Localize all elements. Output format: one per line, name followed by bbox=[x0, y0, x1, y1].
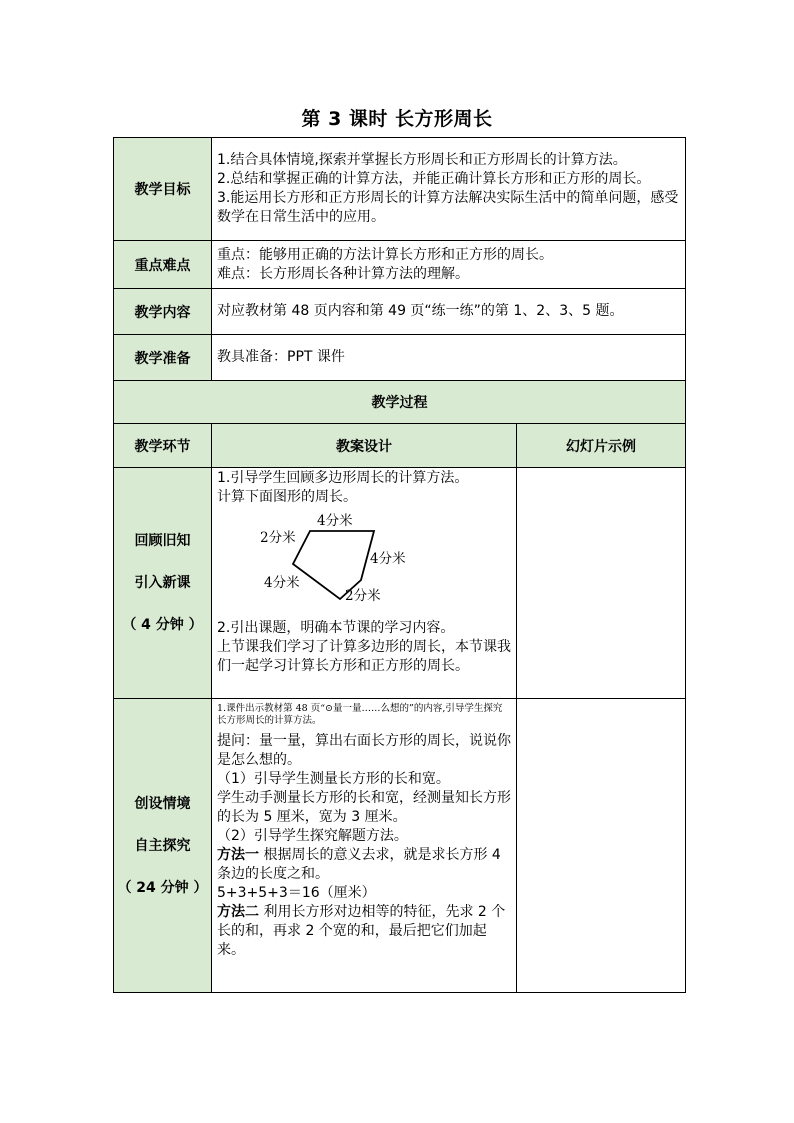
side-label-top: 4分米 bbox=[317, 513, 353, 529]
side-label-bottom: 2分米 bbox=[345, 588, 381, 604]
prep-text: 教具准备：PPT 课件 bbox=[212, 335, 686, 381]
process-heading: 教学过程 bbox=[114, 381, 686, 424]
process-section-row bbox=[114, 381, 686, 424]
goal-item: 1.结合具体情境,探索并掌握长方形周长和正方形周长的计算方法。 bbox=[217, 152, 627, 168]
stage2-line: （2）引导学生探究解题方法。 bbox=[217, 828, 408, 844]
content-text: 对应教材第 48 页内容和第 49 页“练一练”的第 1、2、3、5 题。 bbox=[212, 289, 686, 335]
stage1-design bbox=[212, 468, 517, 699]
stage2-label-line: （ 24 分钟 ） bbox=[117, 879, 208, 896]
goals-row bbox=[114, 138, 686, 241]
stage2-line: 提问：量一量，算出右面长方形的周长，说说你是怎么想的。 bbox=[217, 733, 511, 768]
stage1-para: 1.引导学生回顾多边形周长的计算方法。 bbox=[217, 470, 469, 486]
textbook-note: 1.课件出示教材第 48 页“⊙量一量……么想的”的内容,引导学生探究长方形周长的计算方法。 bbox=[217, 703, 503, 726]
stage2-row bbox=[114, 699, 686, 993]
header-design: 教案设计 bbox=[212, 424, 517, 468]
prep-row bbox=[114, 335, 686, 381]
content-row bbox=[114, 289, 686, 335]
content-label: 教学内容 bbox=[114, 289, 212, 335]
stage1-row bbox=[114, 468, 686, 699]
prep-label: 教学准备 bbox=[114, 335, 212, 381]
side-label-lower-left: 4分米 bbox=[264, 575, 300, 591]
lesson-plan-table bbox=[113, 137, 686, 993]
stage2-label-line: 创设情境 bbox=[134, 795, 191, 812]
keypoint-item: 难点：长方形周长各种计算方法的理解。 bbox=[217, 265, 469, 282]
stage1-label-line: 回顾旧知 bbox=[134, 533, 191, 549]
stage2-line: （1）引导学生测量长方形的长和宽。 bbox=[217, 771, 450, 787]
stage1-para: 上节课我们学习了计算多边形的周长，本节课我们一起学习计算长方形和正方形的周长。 bbox=[217, 639, 511, 674]
goals-content bbox=[212, 138, 686, 241]
goals-label: 教学目标 bbox=[114, 138, 212, 241]
polygon-figure bbox=[217, 509, 511, 619]
formula: 5+3+5+3＝16（厘米） bbox=[217, 885, 376, 901]
page-title: 第 3 课时 长方形周长 bbox=[301, 108, 493, 130]
stage2-slides bbox=[517, 699, 686, 993]
method2-label: 方法二 bbox=[217, 904, 259, 920]
goal-item: 3.能运用长方形和正方形周长的计算方法解决实际生活中的简单问题，感受数学在日常生活中的应用。 bbox=[217, 190, 679, 225]
method1-text: 根据周长的意义去求，就是求长方形 4 条边的长度之和。 bbox=[217, 847, 501, 882]
side-label-upper-left: 2分米 bbox=[260, 530, 296, 546]
goal-item: 2.总结和掌握正确的计算方法，并能正确计算长方形和正方形的周长。 bbox=[217, 171, 651, 187]
stage1-para: 计算下面图形的周长。 bbox=[217, 489, 357, 505]
stage2-design bbox=[212, 699, 517, 993]
header-slides: 幻灯片示例 bbox=[517, 424, 686, 468]
stage1-label-line: （ 4 分钟 ） bbox=[122, 617, 203, 633]
stage2-label bbox=[114, 699, 212, 993]
method2 bbox=[217, 903, 511, 960]
keypoint-item: 重点：能够用正确的方法计算长方形和正方形的周长。 bbox=[217, 246, 553, 263]
stage1-label bbox=[114, 468, 212, 699]
keypoints-row bbox=[114, 241, 686, 289]
keypoints-label: 重点难点 bbox=[114, 241, 212, 289]
stage1-label-line: 引入新课 bbox=[134, 575, 191, 591]
stage2-line: 学生动手测量长方形的长和宽，经测量知长方形的长为 5 厘米，宽为 3 厘米。 bbox=[217, 790, 511, 825]
method2-text: 利用长方形对边相等的特征，先求 2 个长的和，再求 2 个宽的和，最后把它们加起来。 bbox=[217, 904, 506, 958]
stage2-label-line: 自主探究 bbox=[134, 837, 191, 854]
method1-label: 方法一 bbox=[217, 847, 259, 863]
stage1-slides bbox=[517, 468, 686, 699]
method1 bbox=[217, 846, 511, 884]
keypoints-content bbox=[212, 241, 686, 289]
header-stage: 教学环节 bbox=[114, 424, 212, 468]
side-label-right: 4分米 bbox=[370, 551, 406, 567]
process-header-row bbox=[114, 424, 686, 468]
stage1-para: 2.引出课题，明确本节课的学习内容。 bbox=[217, 620, 455, 636]
